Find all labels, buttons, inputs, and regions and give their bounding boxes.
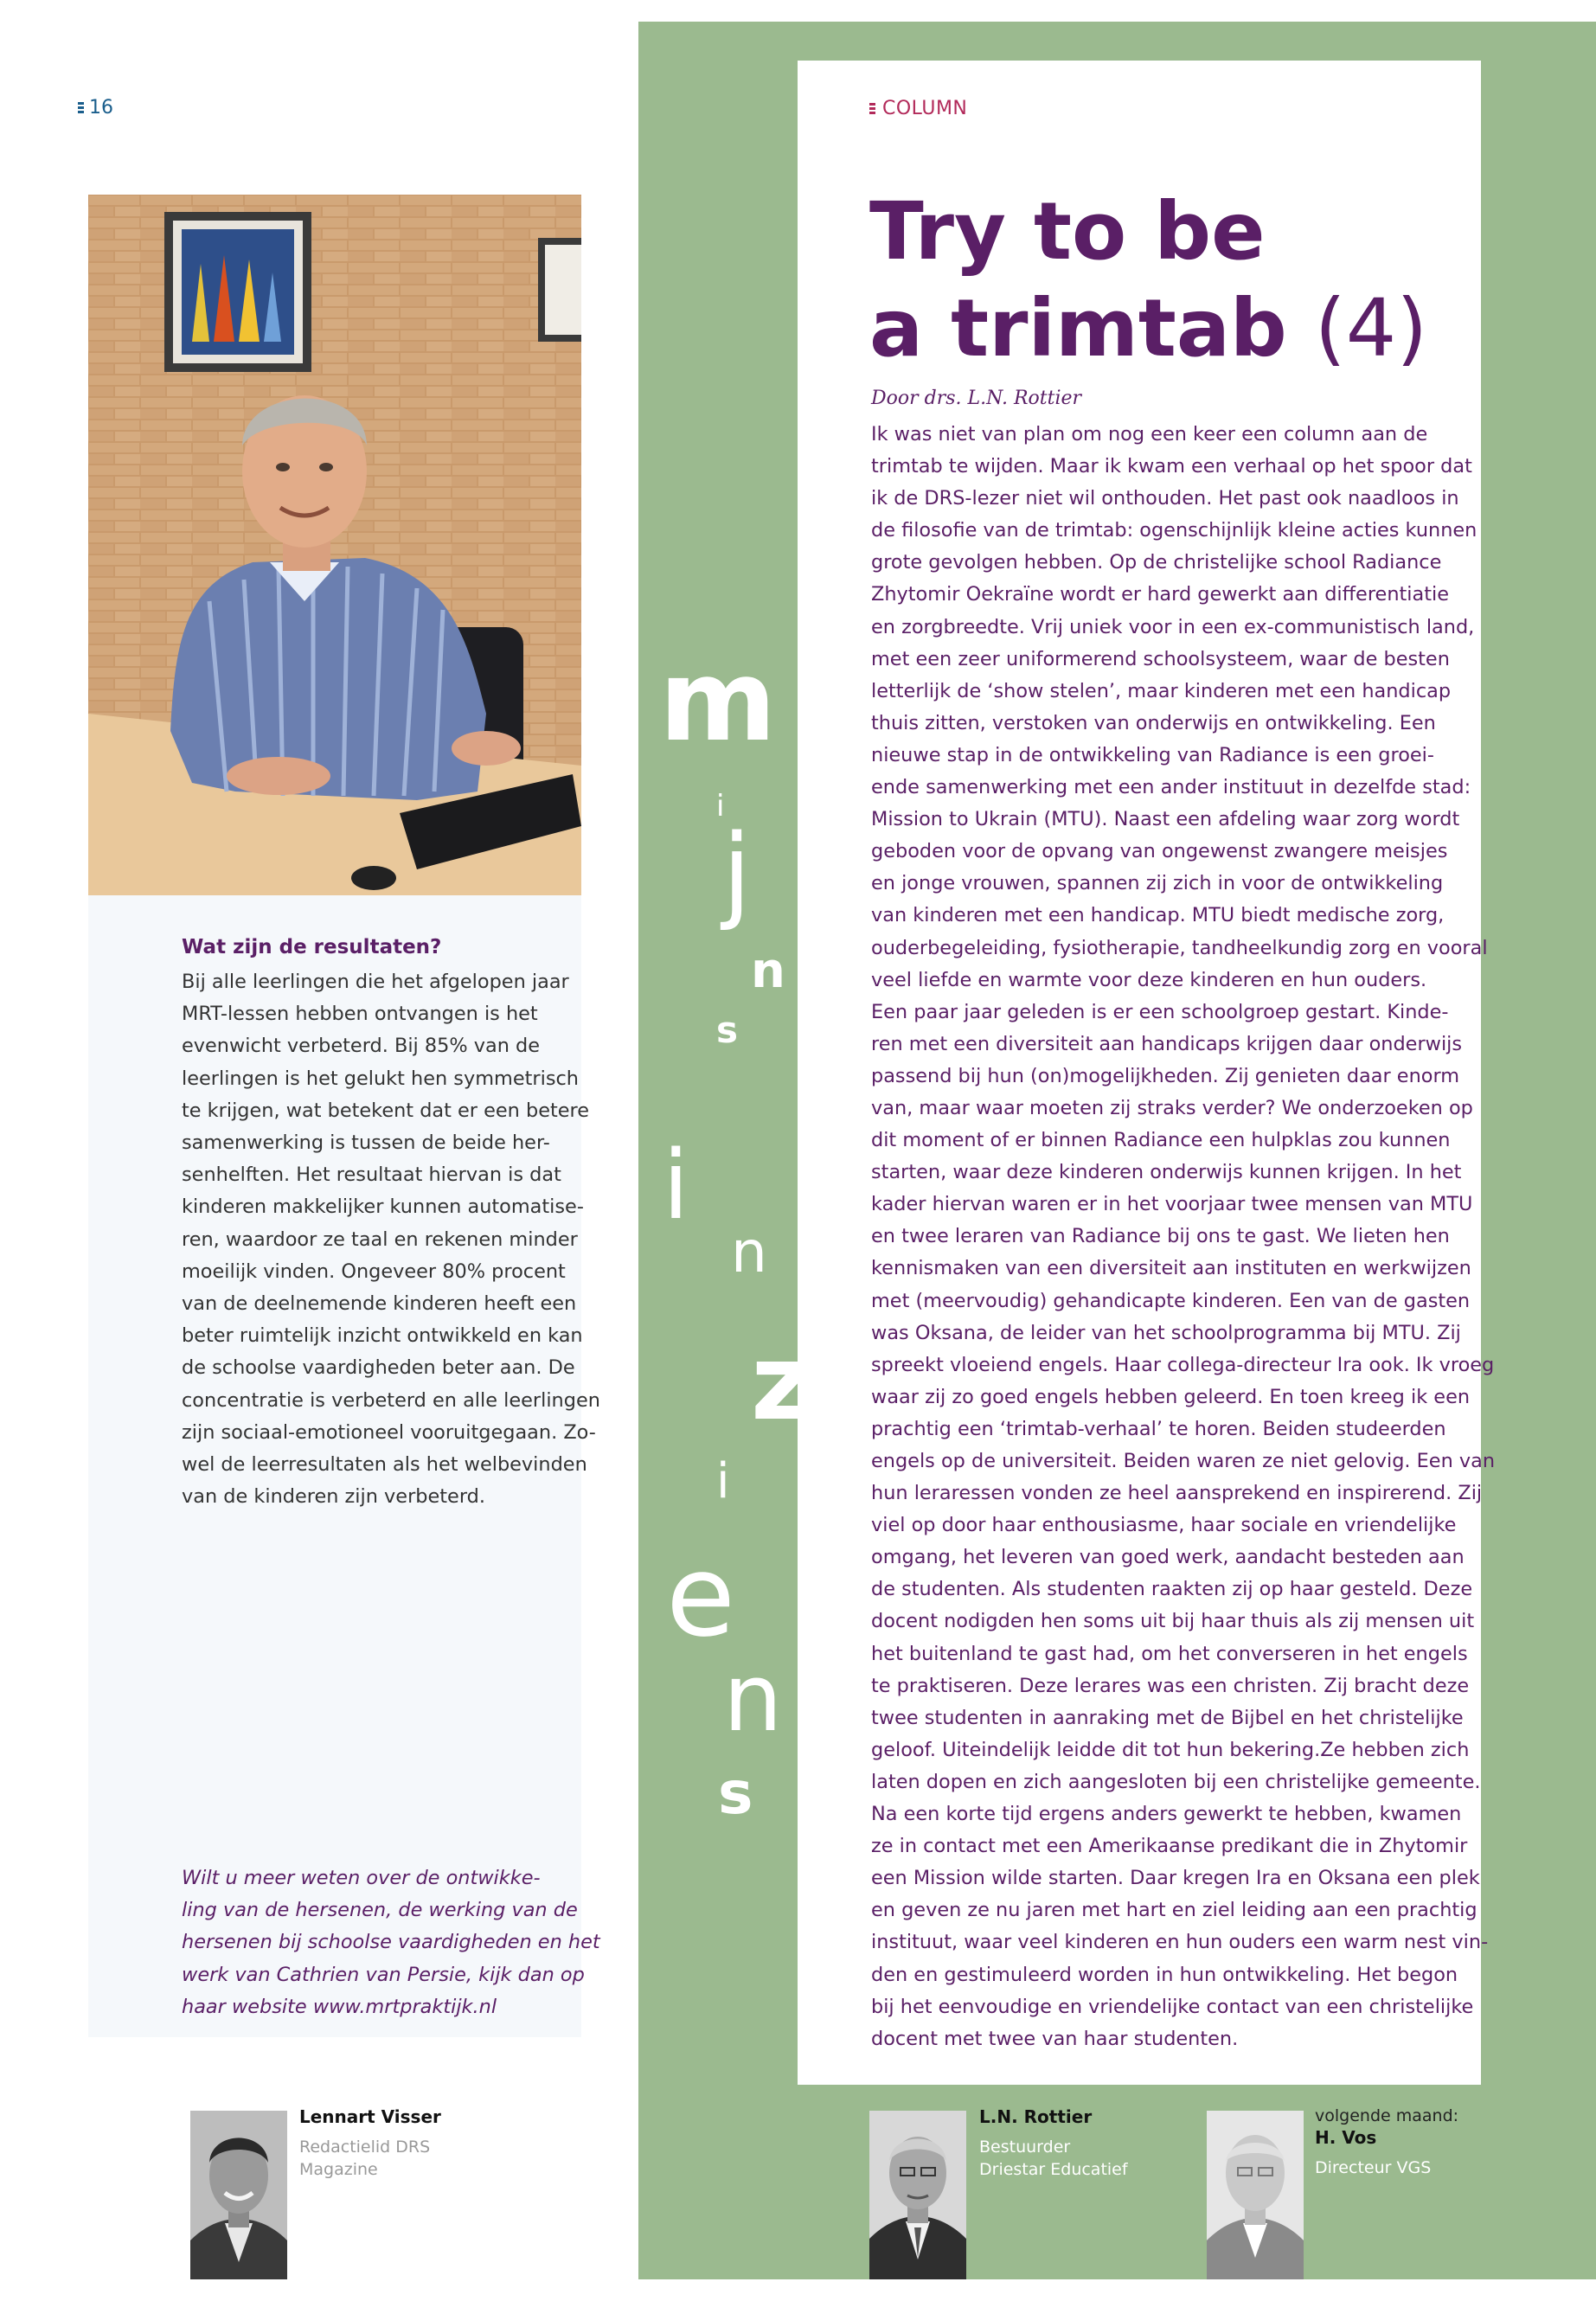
- text-line: evenwicht verbeterd. Bij 85% van de: [182, 1035, 541, 1058]
- body-line: hun leraressen vonden ze heel aansprekend en inspirerend. Zij: [871, 1482, 1483, 1505]
- body-line: passend bij hun (on)mogelijkheden. Zij genieten daar enorm: [871, 1064, 1460, 1087]
- author-name: L.N. Rottier: [979, 2106, 1093, 2127]
- next-author-name: H. Vos: [1315, 2127, 1377, 2148]
- next-month-info: [1315, 2106, 1458, 2179]
- vertical-letter: e: [666, 1530, 735, 1662]
- text-line: kinderen makkelijker kunnen automatise-: [182, 1195, 584, 1219]
- author-photo-vos: [1207, 2111, 1304, 2279]
- text-line: concentratie is verbeterd en alle leerlingen: [182, 1388, 600, 1412]
- man-at-desk-illustration: [88, 195, 581, 895]
- portrait-illustration: [190, 2111, 287, 2279]
- body-line: en twee leraren van Radiance bij ons te gast. We lieten hen: [871, 1225, 1450, 1248]
- author-photo-rottier: [869, 2111, 966, 2279]
- body-line: starten, waar deze kinderen onderwijs kunnen krijgen. In het: [871, 1161, 1462, 1184]
- section-label: [869, 98, 967, 119]
- body-line: het buitenland te gast had, om het converseren in het engels: [871, 1642, 1468, 1665]
- vertical-letter: n: [751, 943, 785, 999]
- text-line: MRT-lessen hebben ontvangen is het: [182, 1003, 538, 1026]
- body-line: omgang, het leveren van goed werk, aandacht besteden aan: [871, 1546, 1465, 1569]
- note-line: hersenen bij schoolse vaardigheden en het: [182, 1931, 600, 1954]
- vertical-letter: n: [723, 1644, 783, 1753]
- body-line: den en gestimuleerd worden in hun ontwikkeling. Het begon: [871, 1963, 1458, 1986]
- body-line: Na een korte tijd ergens anders gewerkt te hebben, kwamen: [871, 1803, 1462, 1826]
- next-author-role: Directeur VGS: [1315, 2158, 1432, 2177]
- note-line: Wilt u meer weten over de ontwikke-: [182, 1867, 541, 1889]
- text-line: ren, waardoor ze taal en rekenen minder: [182, 1227, 578, 1251]
- body-line: viel op door haar enthousiasme, haar sociale en vriendelijke: [871, 1514, 1457, 1537]
- body-line: thuis zitten, verstoken van onderwijs en ontwikkeling. Een: [871, 711, 1436, 734]
- title-bold: a trimtab: [869, 282, 1287, 375]
- portrait-illustration: [1207, 2111, 1304, 2279]
- body-line: dit moment of er binnen Radiance een hulpklas zou kunnen: [871, 1129, 1451, 1152]
- text-line: beter ruimtelijk inzicht ontwikkeld en kan: [182, 1324, 583, 1348]
- body-line: ren met een diversiteit aan handicaps krijgen daar onderwijs: [871, 1032, 1463, 1055]
- body-line: geboden voor de opvang van ongewenst zwangere meisjes: [871, 840, 1448, 863]
- body-line: veel liefde en warmte voor deze kinderen en hun ouders.: [871, 968, 1427, 991]
- body-line: van, maar waar moeten zij straks verder? We onderzoeken op: [871, 1096, 1473, 1119]
- body-line: waar zij zo goed engels hebben geleerd. En toen kreeg ik een: [871, 1385, 1471, 1408]
- vertical-letter: j: [722, 813, 752, 933]
- body-line: spreekt vloeiend engels. Haar collega-directeur Ira ook. Ik vroeg: [871, 1353, 1495, 1376]
- body-line: en zorgbreedte. Vrij uniek voor in een ex-communistisch land,: [871, 615, 1475, 638]
- vertical-letter: n: [731, 1219, 767, 1285]
- website-note: [182, 1862, 600, 2023]
- vertical-letter: m: [659, 635, 777, 766]
- body-line: Ik was niet van plan om nog een keer een column aan de: [871, 423, 1428, 445]
- body-line: met (meervoudig) gehandicapte kinderen. Een van de gasten: [871, 1289, 1471, 1312]
- body-line: een Mission wilde starten. Daar kregen Ira en Oksana een plek: [871, 1867, 1480, 1890]
- body-line: nieuwe stap in de ontwikkeling van Radiance is een groei-: [871, 743, 1434, 766]
- author-photo-visser: [190, 2111, 287, 2279]
- body-line: twee studenten in aanraking met de Bijbel en het christelijke: [871, 1706, 1464, 1729]
- body-line: kader hiervan waren er in het voorjaar twee mensen van MTU: [871, 1193, 1473, 1216]
- bars-icon: [78, 102, 84, 113]
- author-info-rottier: [979, 2106, 1128, 2181]
- page-number-text: 16: [89, 97, 113, 119]
- body-line: kennismaken van een diversiteit aan instituten en werkwijzen: [871, 1257, 1471, 1280]
- body-line: Mission to Ukrain (MTU). Naast een afdeling waar zorg wordt: [871, 808, 1460, 831]
- vertical-letter: i: [716, 1453, 730, 1509]
- vertical-letter: s: [718, 1759, 753, 1828]
- title-issue-number: (4): [1314, 282, 1428, 375]
- note-line: haar website www.mrtpraktijk.nl: [182, 1995, 497, 2018]
- text-line: te krijgen, wat betekent dat er een betere: [182, 1099, 590, 1122]
- body-line: ende samenwerking met een ander instituut in dezelfde stad:: [871, 776, 1471, 799]
- title-line-2: [869, 280, 1427, 377]
- results-heading: Wat zijn de resultaten?: [182, 936, 442, 958]
- text-line: de schoolse vaardigheden beter aan. De: [182, 1356, 575, 1380]
- body-line: Zhytomir Oekraïne wordt er hard gewerkt aan differentiatie: [871, 583, 1450, 606]
- body-line: ouderbegeleiding, fysiotherapie, tandheelkundig zorg en vooral: [871, 936, 1488, 959]
- vertical-letter: s: [716, 1009, 738, 1051]
- column-title: [869, 183, 1427, 377]
- text-line: van de kinderen zijn verbeterd.: [182, 1485, 485, 1509]
- author-role: Magazine: [299, 2160, 378, 2179]
- vertical-letter: z: [751, 1324, 811, 1444]
- text-line: samenwerking is tussen de beide her-: [182, 1131, 550, 1155]
- body-line: instituut, waar veel kinderen en hun ouders een warm nest vin-: [871, 1931, 1489, 1954]
- vertical-letter: i: [663, 1130, 689, 1240]
- column-body: [871, 419, 1496, 2055]
- results-text: [182, 966, 600, 1513]
- body-line: prachtig een ‘trimtab-verhaal’ te horen. Beiden studeerden: [871, 1417, 1446, 1440]
- vertical-letter: i: [716, 789, 725, 824]
- main-photo: [88, 195, 581, 895]
- body-line: ze in contact met een Amerikaanse predikant die in Zhytomir: [871, 1835, 1468, 1858]
- note-line: werk van Cathrien van Persie, kijk dan op: [182, 1963, 585, 1986]
- body-line: geloof. Uiteindelijk leidde dit tot hun bekering.Ze hebben zich: [871, 1738, 1470, 1761]
- body-line: te praktiseren. Deze lerares was een christen. Zij bracht deze: [871, 1674, 1470, 1697]
- text-line: wel de leerresultaten als het welbevinden: [182, 1453, 587, 1477]
- section-label-text: COLUMN: [882, 98, 968, 119]
- body-line: letterlijk de ‘show stelen’, maar kinderen met een handicap: [871, 679, 1452, 702]
- text-line: moeilijk vinden. Ongeveer 80% procent: [182, 1259, 566, 1283]
- note-line: ling van de hersenen, de werking van de: [182, 1899, 578, 1922]
- body-line: Een paar jaar geleden is er een schoolgroep gestart. Kinde-: [871, 1000, 1449, 1023]
- text-line: senhelften. Het resultaat hiervan is dat: [182, 1163, 561, 1187]
- body-line: docent nodigden hen soms uit bij haar thuis als zij mensen uit: [871, 1610, 1475, 1633]
- author-role: Bestuurder: [979, 2138, 1071, 2157]
- body-line: trimtab te wijden. Maar ik kwam een verhaal op het spoor dat: [871, 455, 1472, 478]
- body-line: en jonge vrouwen, spannen zij zich in voor de ontwikkeling: [871, 872, 1444, 895]
- author-role: Driestar Educatief: [979, 2160, 1128, 2179]
- author-name: Lennart Visser: [299, 2106, 441, 2127]
- body-line: en geven ze nu jaren met hart en ziel leiding aan een prachtig: [871, 1899, 1477, 1922]
- body-line: met een zeer uniformerend schoolsysteem, waar de besten: [871, 647, 1450, 670]
- page-number: [78, 97, 113, 119]
- sidebar-panel: [88, 895, 600, 2037]
- body-line: engels op de universiteit. Beiden waren ze niet gelovig. Een van: [871, 1450, 1496, 1472]
- text-line: van de deelnemende kinderen heeft een: [182, 1292, 577, 1316]
- body-line: van kinderen met een handicap. MTU biedt medische zorg,: [871, 904, 1445, 927]
- portrait-illustration: [869, 2111, 966, 2279]
- body-line: bij het eenvoudige en vriendelijke contact van een christelijke: [871, 1995, 1474, 2018]
- byline: Door drs. L.N. Rottier: [871, 388, 1082, 409]
- body-line: ik de DRS-lezer niet wil onthouden. Het past ook naadloos in: [871, 487, 1459, 510]
- body-line: laten dopen en zich aangesloten bij een christelijke gemeente.: [871, 1770, 1481, 1793]
- body-line: grote gevolgen hebben. Op de christelijke school Radiance: [871, 551, 1442, 574]
- text-line: leerlingen is het gelukt hen symmetrisch: [182, 1067, 579, 1090]
- body-line: de filosofie van de trimtab: ogenschijnlijk kleine acties kunnen: [871, 519, 1477, 542]
- text-line: Bij alle leerlingen die het afgelopen jaar: [182, 971, 569, 993]
- next-month-label: volgende maand:: [1315, 2106, 1459, 2125]
- text-line: zijn sociaal-emotioneel vooruitgegaan. Zo-: [182, 1420, 596, 1444]
- body-line: docent met twee van haar studenten.: [871, 2027, 1239, 2050]
- body-line: was Oksana, de leider van het schoolprogramma bij MTU. Zij: [871, 1321, 1461, 1344]
- title-line-1: Try to be: [869, 185, 1266, 278]
- author-info-visser: [299, 2106, 441, 2181]
- author-role: Redactielid DRS: [299, 2138, 431, 2157]
- bars-icon: [869, 103, 875, 114]
- body-line: de studenten. Als studenten raakten zij op haar gesteld. Deze: [871, 1578, 1473, 1601]
